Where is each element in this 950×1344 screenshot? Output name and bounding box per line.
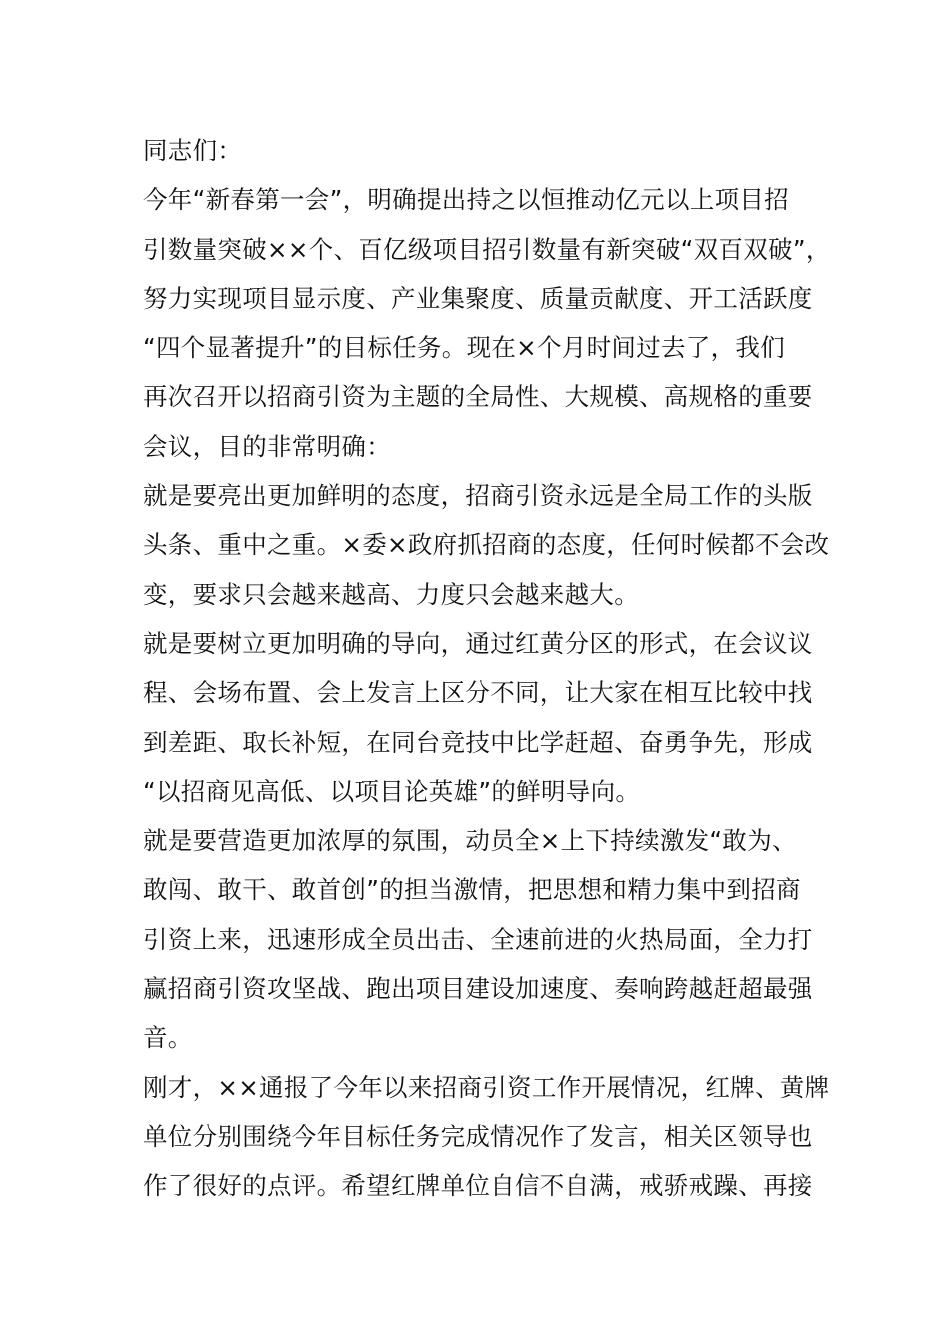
text-line: 会议，目的非常明确： xyxy=(143,431,391,461)
text-line: 就是要营造更加浓厚的氛围，动员全×上下持续激发“敢为、 xyxy=(143,826,797,856)
text-line: 头条、重中之重。×委×政府抓招商的态度，任何时候都不会改 xyxy=(143,530,830,560)
text-line: 音。 xyxy=(143,1023,193,1053)
body-text xyxy=(143,126,831,1211)
text-line: 单位分别围绕今年目标任务完成情况作了发言，相关区领导也 xyxy=(143,1121,813,1151)
text-line: 就是要亮出更加鲜明的态度，招商引资永远是全局工作的头版 xyxy=(143,481,813,511)
text-line: 到差距、取长补短，在同台竞技中比学赶超、奋勇争先，形成 xyxy=(143,727,813,757)
text-line: 引资上来，迅速形成全员出击、全速前进的火热局面，全力打 xyxy=(143,924,813,954)
text-line: 再次召开以招商引资为主题的全局性、大规模、高规格的重要 xyxy=(143,382,813,412)
text-line: 变，要求只会越来越高、力度只会越来越大。 xyxy=(143,579,639,609)
text-line: 引数量突破××个、百亿级项目招引数量有新突破“双百双破”， xyxy=(143,234,831,264)
text-line: 程、会场布置、会上发言上区分不同，让大家在相互比较中找 xyxy=(143,678,813,708)
text-line: “以招商见高低、以项目论英雄”的鲜明导向。 xyxy=(143,776,641,806)
text-line: “四个显著提升”的目标任务。现在×个月时间过去了，我们 xyxy=(143,333,786,363)
text-line: 就是要树立更加明确的导向，通过红黄分区的形式，在会议议 xyxy=(143,628,813,658)
text-line: 赢招商引资攻坚战、跑出项目建设加速度、奏响跨越赶超最强 xyxy=(143,974,813,1004)
text-line: 今年“新春第一会”，明确提出持之以恒推动亿元以上项目招 xyxy=(143,185,789,215)
salutation-line: 同志们： xyxy=(143,136,243,165)
text-line: 敢闯、敢干、敢首创”的担当激情，把思想和精力集中到招商 xyxy=(143,875,801,905)
text-line: 刚才，××通报了今年以来招商引资工作开展情况，红牌、黄牌 xyxy=(143,1072,830,1102)
text-line: 作了很好的点评。希望红牌单位自信不自满，戒骄戒躁、再接 xyxy=(143,1171,813,1201)
text-line: 努力实现项目显示度、产业集聚度、质量贡献度、开工活跃度 xyxy=(143,283,813,313)
